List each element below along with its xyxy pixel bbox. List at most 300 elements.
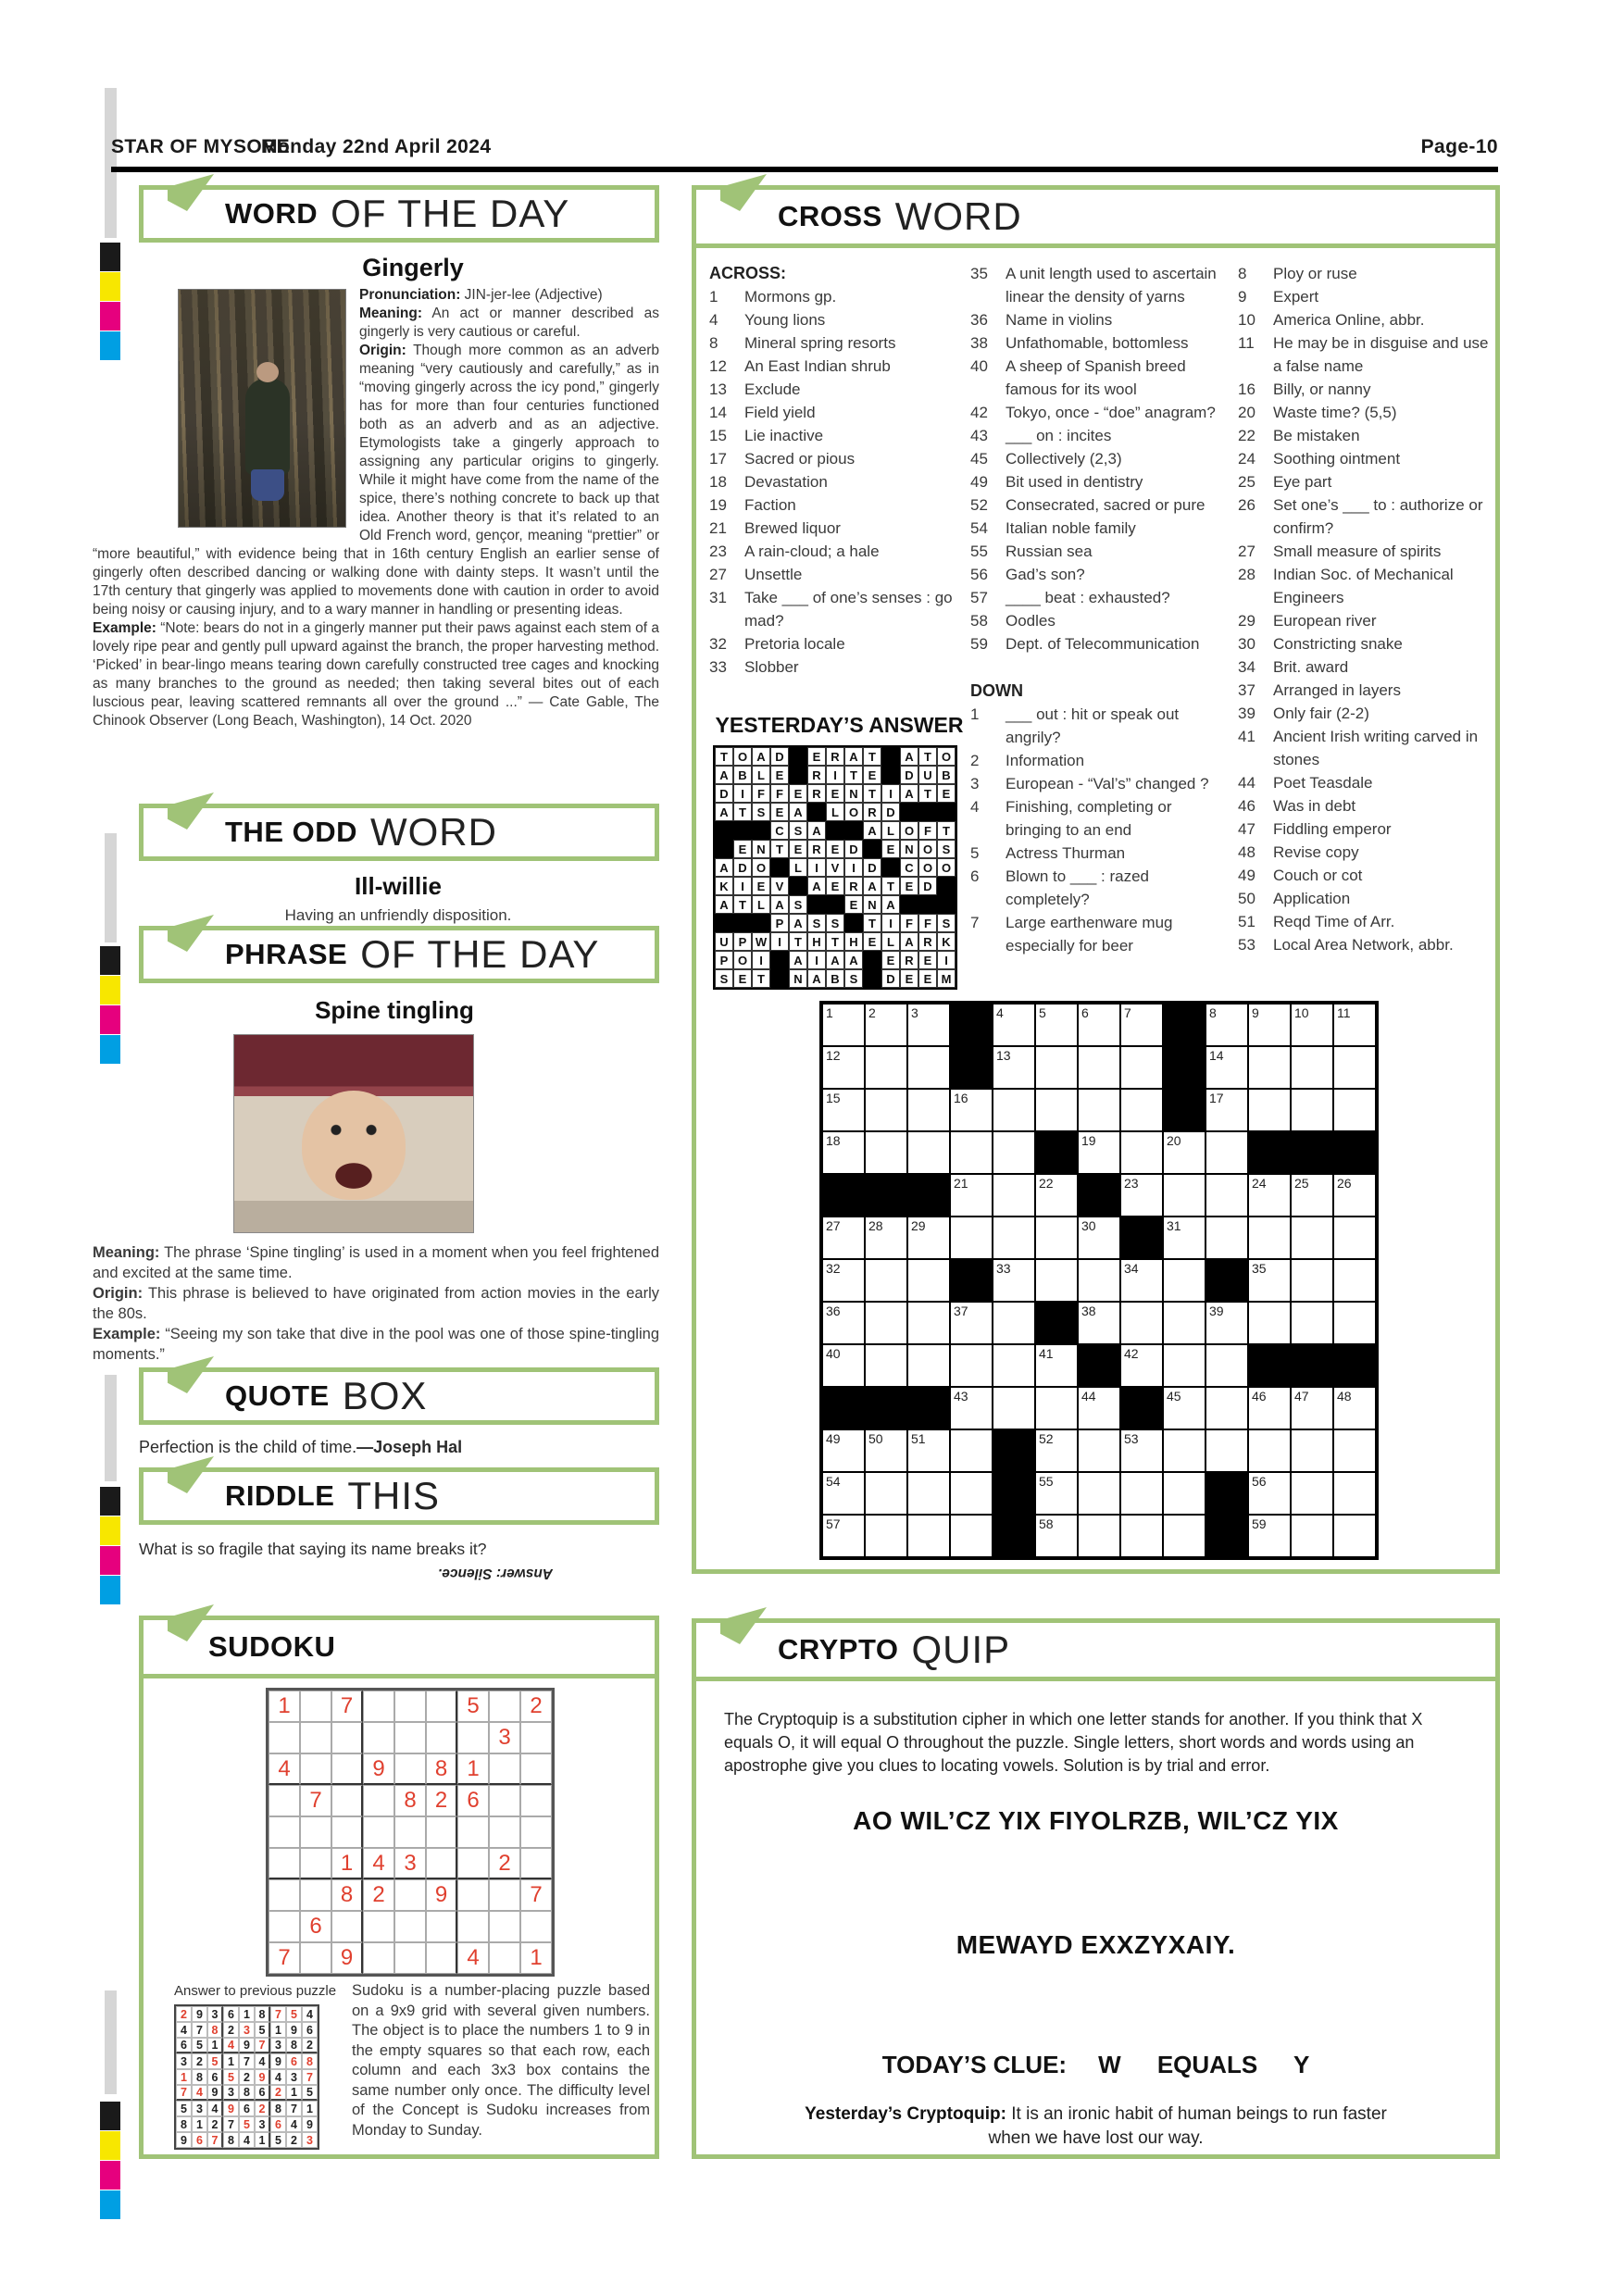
answer-grid-cell: L <box>881 821 900 840</box>
answer-grid-cell: H <box>844 932 863 951</box>
odd-word-header <box>139 804 659 861</box>
answer-grid-black-cell <box>715 840 733 858</box>
phrase-of-the-day-section <box>93 926 659 1365</box>
crossword-clue <box>970 609 1230 632</box>
sudoku-answer-cell: 6 <box>176 2038 192 2053</box>
sudoku-answer-cell: 2 <box>239 2069 255 2085</box>
grid-clue-number: 47 <box>1294 1389 1309 1404</box>
crossword-cell <box>1206 1174 1248 1217</box>
answer-grid-cell: A <box>752 747 770 766</box>
odd-word-definition: Having an unfriendly disposition. <box>284 906 512 924</box>
sudoku-cell <box>426 1691 457 1722</box>
crossword-black-cell <box>1078 1344 1120 1387</box>
sudoku-answer-cell: 9 <box>192 2006 207 2022</box>
sudoku-cell: 6 <box>300 1911 331 1942</box>
crossword-cell <box>1333 1089 1376 1131</box>
quote-line <box>139 1438 659 1457</box>
crossword-cell <box>1035 1472 1078 1515</box>
clue-text: Slobber <box>744 658 799 676</box>
grid-clue-number: 29 <box>911 1218 926 1233</box>
phrase-meaning-line <box>93 1242 659 1283</box>
sudoku-answer-cell: 8 <box>207 2022 223 2038</box>
sudoku-answer-cell: 3 <box>176 2053 192 2069</box>
clue-text: Only fair (2-2) <box>1273 705 1369 722</box>
answer-grid-black-cell <box>733 914 752 932</box>
crossword-cell <box>1333 1046 1376 1089</box>
clue-text: An East Indian shrub <box>744 357 891 375</box>
yesterday-answer-grid <box>713 745 957 990</box>
example-text: “Seeing my son take that dive in the pool was one of those spine-tingling moments.” <box>93 1326 659 1363</box>
crossword-cell <box>865 1131 907 1174</box>
answer-grid-cell: L <box>881 932 900 951</box>
clue-text: European river <box>1273 612 1377 630</box>
sudoku-answer-cell: 9 <box>207 2085 223 2101</box>
sudoku-cell: 2 <box>489 1848 520 1879</box>
sudoku-cell: 4 <box>363 1848 394 1879</box>
clue-number: 40 <box>970 357 988 375</box>
answer-grid-cell: L <box>752 766 770 784</box>
clue-text: America Online, abbr. <box>1273 311 1425 329</box>
answer-grid-cell: S <box>844 969 863 988</box>
riddle-question: What is so fragile that saying its name breaks it? <box>139 1540 487 1558</box>
answer-grid-black-cell <box>937 895 956 914</box>
answer-grid-cell: M <box>937 969 956 988</box>
clue-number: 28 <box>1238 566 1255 583</box>
crossword-cell <box>1120 1046 1163 1089</box>
sudoku-answer-cell: 4 <box>192 2085 207 2101</box>
clue-text: Lie inactive <box>744 427 824 444</box>
grid-clue-number: 37 <box>954 1304 968 1318</box>
clue-number: 35 <box>970 265 988 282</box>
sudoku-answer-cell: 9 <box>255 2069 270 2085</box>
answer-grid-cell: A <box>844 951 863 969</box>
crossword-cell <box>1078 1302 1120 1344</box>
answer-grid-cell: T <box>752 969 770 988</box>
clue-number: 43 <box>970 427 988 444</box>
quote-author: —Joseph Hal <box>356 1438 463 1456</box>
clue-text: A sheep of Spanish breed famous for its wool <box>1006 357 1186 398</box>
section-title-bold: CRYPTO <box>778 1633 899 1666</box>
sudoku-cell: 8 <box>331 1879 363 1911</box>
crossword-black-cell <box>1120 1387 1163 1429</box>
answer-grid-black-cell <box>752 914 770 932</box>
crossword-clue <box>1238 679 1497 702</box>
sudoku-cell: 1 <box>520 1942 552 1974</box>
section-title-light: WORD <box>370 810 497 854</box>
crossword-cell <box>1248 1089 1291 1131</box>
clue-text: Local Area Network, abbr. <box>1273 936 1454 954</box>
clue-number: 47 <box>1238 820 1255 838</box>
crossword-black-cell <box>1163 1089 1206 1131</box>
crossword-cell <box>1248 1004 1291 1046</box>
section-title-light: QUIP <box>911 1628 1011 1671</box>
answer-grid-cell: A <box>789 803 807 821</box>
section-title-light: OF THE DAY <box>360 932 600 976</box>
sudoku-answer-cell: 1 <box>270 2022 286 2038</box>
clue-text: Unfathomable, bottomless <box>1006 334 1189 352</box>
answer-grid-cell: V <box>826 858 844 877</box>
answer-grid-cell: A <box>844 747 863 766</box>
crossword-clue <box>1238 285 1497 308</box>
page-number: Page-10 <box>1420 136 1498 157</box>
answer-grid-cell: D <box>770 747 789 766</box>
clue-text: Information <box>1006 752 1085 769</box>
crossword-cell <box>1035 1089 1078 1131</box>
crossword-cell <box>1035 1515 1078 1557</box>
clue-text: Tokyo, once - “doe” anagram? <box>1006 404 1216 421</box>
crossword-black-cell <box>907 1387 950 1429</box>
answer-grid-cell: O <box>937 858 956 877</box>
grid-clue-number: 43 <box>954 1389 968 1404</box>
crossword-cell <box>1163 1259 1206 1302</box>
clue-number: 8 <box>1238 265 1247 282</box>
grid-clue-number: 7 <box>1124 1005 1131 1020</box>
sudoku-answer-cell: 6 <box>192 2132 207 2148</box>
sudoku-cell: 9 <box>363 1753 394 1785</box>
clue-text: Finishing, completing or bringing to an end <box>1006 798 1172 839</box>
clue-text: Set one’s ___ to : authorize or confirm? <box>1273 496 1483 537</box>
crossword-clue <box>970 470 1230 493</box>
clue-number: 1 <box>970 705 980 723</box>
answer-grid-cell: A <box>715 766 733 784</box>
sudoku-cell <box>300 1879 331 1911</box>
example-line <box>93 619 659 730</box>
example-text: “Note: bears do not in a gingerly manner put their paws against each stem of a lovely ripe pear and gently pull upward against the branch, the proper harvesting method. ‘Picked’ in bear-lingo means tearing down carefully constructed tree cages and knocking as many branches to the ground as needed; then taking several bites out of each luscious pear, leaving scattered remnants all over the ground ...” — Cate Gable, The Chinook Observer (Long Beach, Washington), 14 Oct. 2020 <box>93 620 659 729</box>
sudoku-answer-cell: 3 <box>192 2101 207 2116</box>
crossword-cell <box>1333 1515 1376 1557</box>
sudoku-cell <box>269 1722 300 1753</box>
sudoku-answer-cell: 6 <box>255 2085 270 2101</box>
sudoku-answer-cell: 2 <box>207 2116 223 2132</box>
crossword-clue <box>970 401 1230 424</box>
clue-number: 26 <box>1238 496 1255 514</box>
answer-grid-cell: L <box>789 858 807 877</box>
sudoku-cell <box>457 1848 489 1879</box>
answer-grid-black-cell <box>881 858 900 877</box>
sudoku-cell: 1 <box>269 1691 300 1722</box>
crossword-black-cell <box>822 1387 865 1429</box>
crossword-cell <box>1206 1089 1248 1131</box>
pronunciation-label: Pronunciation: <box>359 287 461 303</box>
grid-clue-number: 9 <box>1252 1005 1259 1020</box>
answer-grid-black-cell <box>715 914 733 932</box>
sudoku-answer-cell: 4 <box>223 2038 239 2053</box>
answer-grid-cell: E <box>863 932 881 951</box>
answer-grid-black-cell <box>937 803 956 821</box>
crossword-clue <box>1238 887 1497 910</box>
flag-icon <box>720 174 767 211</box>
clue-text: W EQUALS Y <box>1098 2051 1310 2078</box>
crossword-cell <box>1163 1429 1206 1472</box>
sudoku-answer-cell: 2 <box>255 2101 270 2116</box>
sudoku-answer-cell: 1 <box>286 2085 302 2101</box>
answer-grid-cell: E <box>900 877 918 895</box>
answer-grid-cell: P <box>715 951 733 969</box>
clue-text: Was in debt <box>1273 797 1356 815</box>
crossword-cell <box>1120 1259 1163 1302</box>
answer-grid-cell: L <box>826 803 844 821</box>
sudoku-cell <box>394 1753 426 1785</box>
sudoku-answer-cell: 9 <box>176 2132 192 2148</box>
crossword-clue <box>1238 655 1497 679</box>
answer-grid-cell: I <box>844 858 863 877</box>
answer-grid-cell: T <box>826 932 844 951</box>
crossword-cell <box>822 1429 865 1472</box>
crossword-cell <box>1206 1046 1248 1089</box>
answer-grid-cell: E <box>881 840 900 858</box>
sudoku-cell <box>426 1911 457 1942</box>
crossword-cell <box>1163 1472 1206 1515</box>
grid-clue-number: 11 <box>1337 1005 1351 1020</box>
answer-grid-cell: E <box>807 747 826 766</box>
answer-grid-cell: I <box>826 766 844 784</box>
section-title-bold: CROSS <box>778 200 882 232</box>
crossword-cell <box>993 1217 1035 1259</box>
clue-text: Dept. of Telecommunication <box>1006 635 1200 653</box>
crossword-black-cell <box>1206 1259 1248 1302</box>
crossword-cell <box>1078 1004 1120 1046</box>
crossword-clues-column-2 <box>970 262 1230 957</box>
clue-number: 10 <box>1238 311 1255 329</box>
crossword-clue <box>709 540 969 563</box>
sudoku-cell <box>394 1942 426 1974</box>
sudoku-cell <box>457 1816 489 1848</box>
answer-grid-cell: B <box>733 766 752 784</box>
clue-number: 9 <box>1238 288 1247 306</box>
crossword-cell <box>1333 1174 1376 1217</box>
clue-number: 37 <box>1238 681 1255 699</box>
crossword-clue <box>709 285 969 308</box>
crossword-clue <box>1238 933 1497 956</box>
riddle-header <box>139 1467 659 1525</box>
sudoku-cell <box>331 1753 363 1785</box>
crossword-cell <box>907 1429 950 1472</box>
sudoku-cell <box>457 1879 489 1911</box>
answer-grid-cell: C <box>770 821 789 840</box>
phrase-title: Spine tingling <box>315 996 474 1024</box>
clue-number: 29 <box>1238 612 1255 630</box>
crossword-cell <box>1078 1089 1120 1131</box>
answer-grid-cell: I <box>807 951 826 969</box>
origin-label: Origin: <box>359 343 406 358</box>
grid-clue-number: 45 <box>1167 1389 1181 1404</box>
crossword-black-cell <box>1035 1131 1078 1174</box>
grid-clue-number: 36 <box>826 1304 841 1318</box>
clue-text: Take ___ of one’s senses : go mad? <box>744 589 953 630</box>
answer-grid-black-cell <box>918 895 937 914</box>
quote-text: Perfection is the child of time. <box>139 1438 357 1456</box>
answer-grid-black-cell <box>826 895 844 914</box>
answer-grid-cell: T <box>863 747 881 766</box>
crossword-clue <box>709 586 969 632</box>
crossword-cell <box>907 1259 950 1302</box>
sudoku-cell <box>520 1722 552 1753</box>
crossword-cell <box>822 1259 865 1302</box>
answer-grid-cell: A <box>900 932 918 951</box>
crossword-cell <box>1163 1131 1206 1174</box>
answer-grid-cell: F <box>918 821 937 840</box>
sudoku-cell <box>331 1785 363 1816</box>
sudoku-answer-cell: 2 <box>192 2053 207 2069</box>
clue-number: 24 <box>1238 450 1255 468</box>
clue-text: Billy, or nanny <box>1273 381 1371 398</box>
crossword-cell <box>1206 1387 1248 1429</box>
sudoku-header <box>144 1620 655 1678</box>
clue-number: 27 <box>1238 543 1255 560</box>
sudoku-answer-cell: 2 <box>286 2132 302 2148</box>
crossword-cell <box>1163 1174 1206 1217</box>
registration-cyan-mark <box>100 2190 120 2219</box>
answer-grid-cell: U <box>918 766 937 784</box>
crossword-black-cell <box>1291 1344 1333 1387</box>
sudoku-answer-cell: 5 <box>176 2101 192 2116</box>
crossword-cell <box>1035 1344 1078 1387</box>
crossword-clue <box>970 586 1230 609</box>
answer-grid-cell: E <box>733 969 752 988</box>
crossword-cell <box>993 1387 1035 1429</box>
clue-number: 49 <box>1238 867 1255 884</box>
scared-face <box>302 1091 406 1200</box>
crossword-clue <box>970 632 1230 655</box>
crossword-cell <box>822 1472 865 1515</box>
answer-grid-cell: T <box>918 747 937 766</box>
clue-number: 57 <box>970 589 988 606</box>
sudoku-cell <box>269 1816 300 1848</box>
sudoku-answer-cell: 3 <box>239 2022 255 2038</box>
answer-grid-cell: T <box>733 803 752 821</box>
example-label: Example: <box>93 620 156 636</box>
grid-clue-number: 3 <box>911 1005 918 1020</box>
crossword-cell <box>1333 1217 1376 1259</box>
answer-grid-cell: N <box>789 969 807 988</box>
sudoku-cell <box>426 1722 457 1753</box>
sudoku-answer-cell: 8 <box>286 2038 302 2053</box>
answer-grid-cell: A <box>789 914 807 932</box>
crossword-cell <box>950 1429 993 1472</box>
sudoku-answer-cell: 4 <box>302 2006 318 2022</box>
crossword-clue <box>970 331 1230 355</box>
answer-grid-cell: I <box>807 858 826 877</box>
crossword-cell <box>993 1131 1035 1174</box>
crossword-cell <box>822 1004 865 1046</box>
crossword-cell <box>993 1046 1035 1089</box>
crossword-cell <box>950 1387 993 1429</box>
crossword-cell <box>1078 1515 1120 1557</box>
crossword-clue <box>709 424 969 447</box>
answer-grid-black-cell <box>863 969 881 988</box>
answer-grid-cell: I <box>733 784 752 803</box>
crossword-cell <box>1248 1429 1291 1472</box>
clue-text: Unsettle <box>744 566 803 583</box>
crossword-clue <box>709 331 969 355</box>
answer-grid-cell: E <box>770 803 789 821</box>
grid-clue-number: 30 <box>1081 1218 1096 1233</box>
sudoku-answer-cell: 2 <box>270 2085 286 2101</box>
clue-number: 14 <box>709 404 727 421</box>
clue-text: Be mistaken <box>1273 427 1360 444</box>
section-title-light: WORD <box>894 194 1022 238</box>
section-title-bold: WORD <box>225 197 319 230</box>
grid-clue-number: 2 <box>868 1005 876 1020</box>
grid-clue-number: 53 <box>1124 1431 1139 1446</box>
section-title-bold: PHRASE <box>225 938 348 970</box>
crossword-clue <box>1238 424 1497 447</box>
crossword-clue <box>1238 401 1497 424</box>
grid-clue-number: 15 <box>826 1091 841 1105</box>
clue-number: 11 <box>1238 334 1255 352</box>
answer-grid-cell: P <box>770 914 789 932</box>
crossword-cell <box>1248 1472 1291 1515</box>
clue-number: 21 <box>709 519 727 537</box>
sudoku-answer-cell: 8 <box>192 2069 207 2085</box>
crossword-cell <box>1163 1217 1206 1259</box>
crossword-clue <box>1238 308 1497 331</box>
origin-label: Origin: <box>93 1285 144 1302</box>
answer-grid-cell: I <box>770 932 789 951</box>
sudoku-cell <box>394 1691 426 1722</box>
sudoku-cell: 8 <box>426 1753 457 1785</box>
sudoku-cell: 9 <box>426 1879 457 1911</box>
grid-clue-number: 18 <box>826 1133 841 1148</box>
crossword-clue <box>709 308 969 331</box>
crossword-cell <box>1248 1515 1291 1557</box>
sudoku-answer-cell: 9 <box>223 2101 239 2116</box>
sudoku-cell <box>300 1848 331 1879</box>
sudoku-cell <box>520 1911 552 1942</box>
answer-grid-cell: O <box>733 747 752 766</box>
grid-clue-number: 12 <box>826 1048 841 1063</box>
crossword-cell <box>822 1344 865 1387</box>
crossword-cell <box>1035 1046 1078 1089</box>
answer-grid-cell: A <box>715 803 733 821</box>
crossword-cell <box>1291 1302 1333 1344</box>
sudoku-cell <box>520 1848 552 1879</box>
answer-grid-cell: D <box>844 840 863 858</box>
registration-yellow-mark <box>100 2131 120 2160</box>
cryptoquip-clue-line <box>696 2051 1495 2079</box>
sudoku-cell <box>331 1722 363 1753</box>
sudoku-cell <box>269 1848 300 1879</box>
sudoku-answer-cell: 8 <box>302 2053 318 2069</box>
crossword-clue <box>709 378 969 401</box>
clue-number: 56 <box>970 566 988 583</box>
sudoku-cell <box>331 1816 363 1848</box>
clue-number: 17 <box>709 450 727 468</box>
crossword-cell <box>1248 1217 1291 1259</box>
clue-number: 33 <box>709 658 727 676</box>
sudoku-cell <box>363 1942 394 1974</box>
grid-clue-number: 57 <box>826 1516 841 1531</box>
meaning-label: Meaning: <box>359 306 423 321</box>
answer-grid-black-cell <box>918 803 937 821</box>
answer-grid-cell: O <box>752 858 770 877</box>
crossword-cell <box>822 1046 865 1089</box>
clue-text: Poet Teasdale <box>1273 774 1373 792</box>
cryptoquip-header <box>696 1623 1495 1681</box>
clue-text: Expert <box>1273 288 1319 306</box>
example-label: Example: <box>93 1326 161 1342</box>
crossword-cell <box>1206 1302 1248 1344</box>
crossword-black-cell <box>1163 1004 1206 1046</box>
grid-clue-number: 34 <box>1124 1261 1139 1276</box>
sudoku-answer-cell: 7 <box>302 2069 318 2085</box>
crossword-black-cell <box>1035 1302 1078 1344</box>
answer-grid-cell: S <box>826 914 844 932</box>
crossword-cell <box>993 1259 1035 1302</box>
sudoku-cell <box>300 1722 331 1753</box>
answer-grid-cell: O <box>918 858 937 877</box>
sudoku-cell <box>489 1816 520 1848</box>
